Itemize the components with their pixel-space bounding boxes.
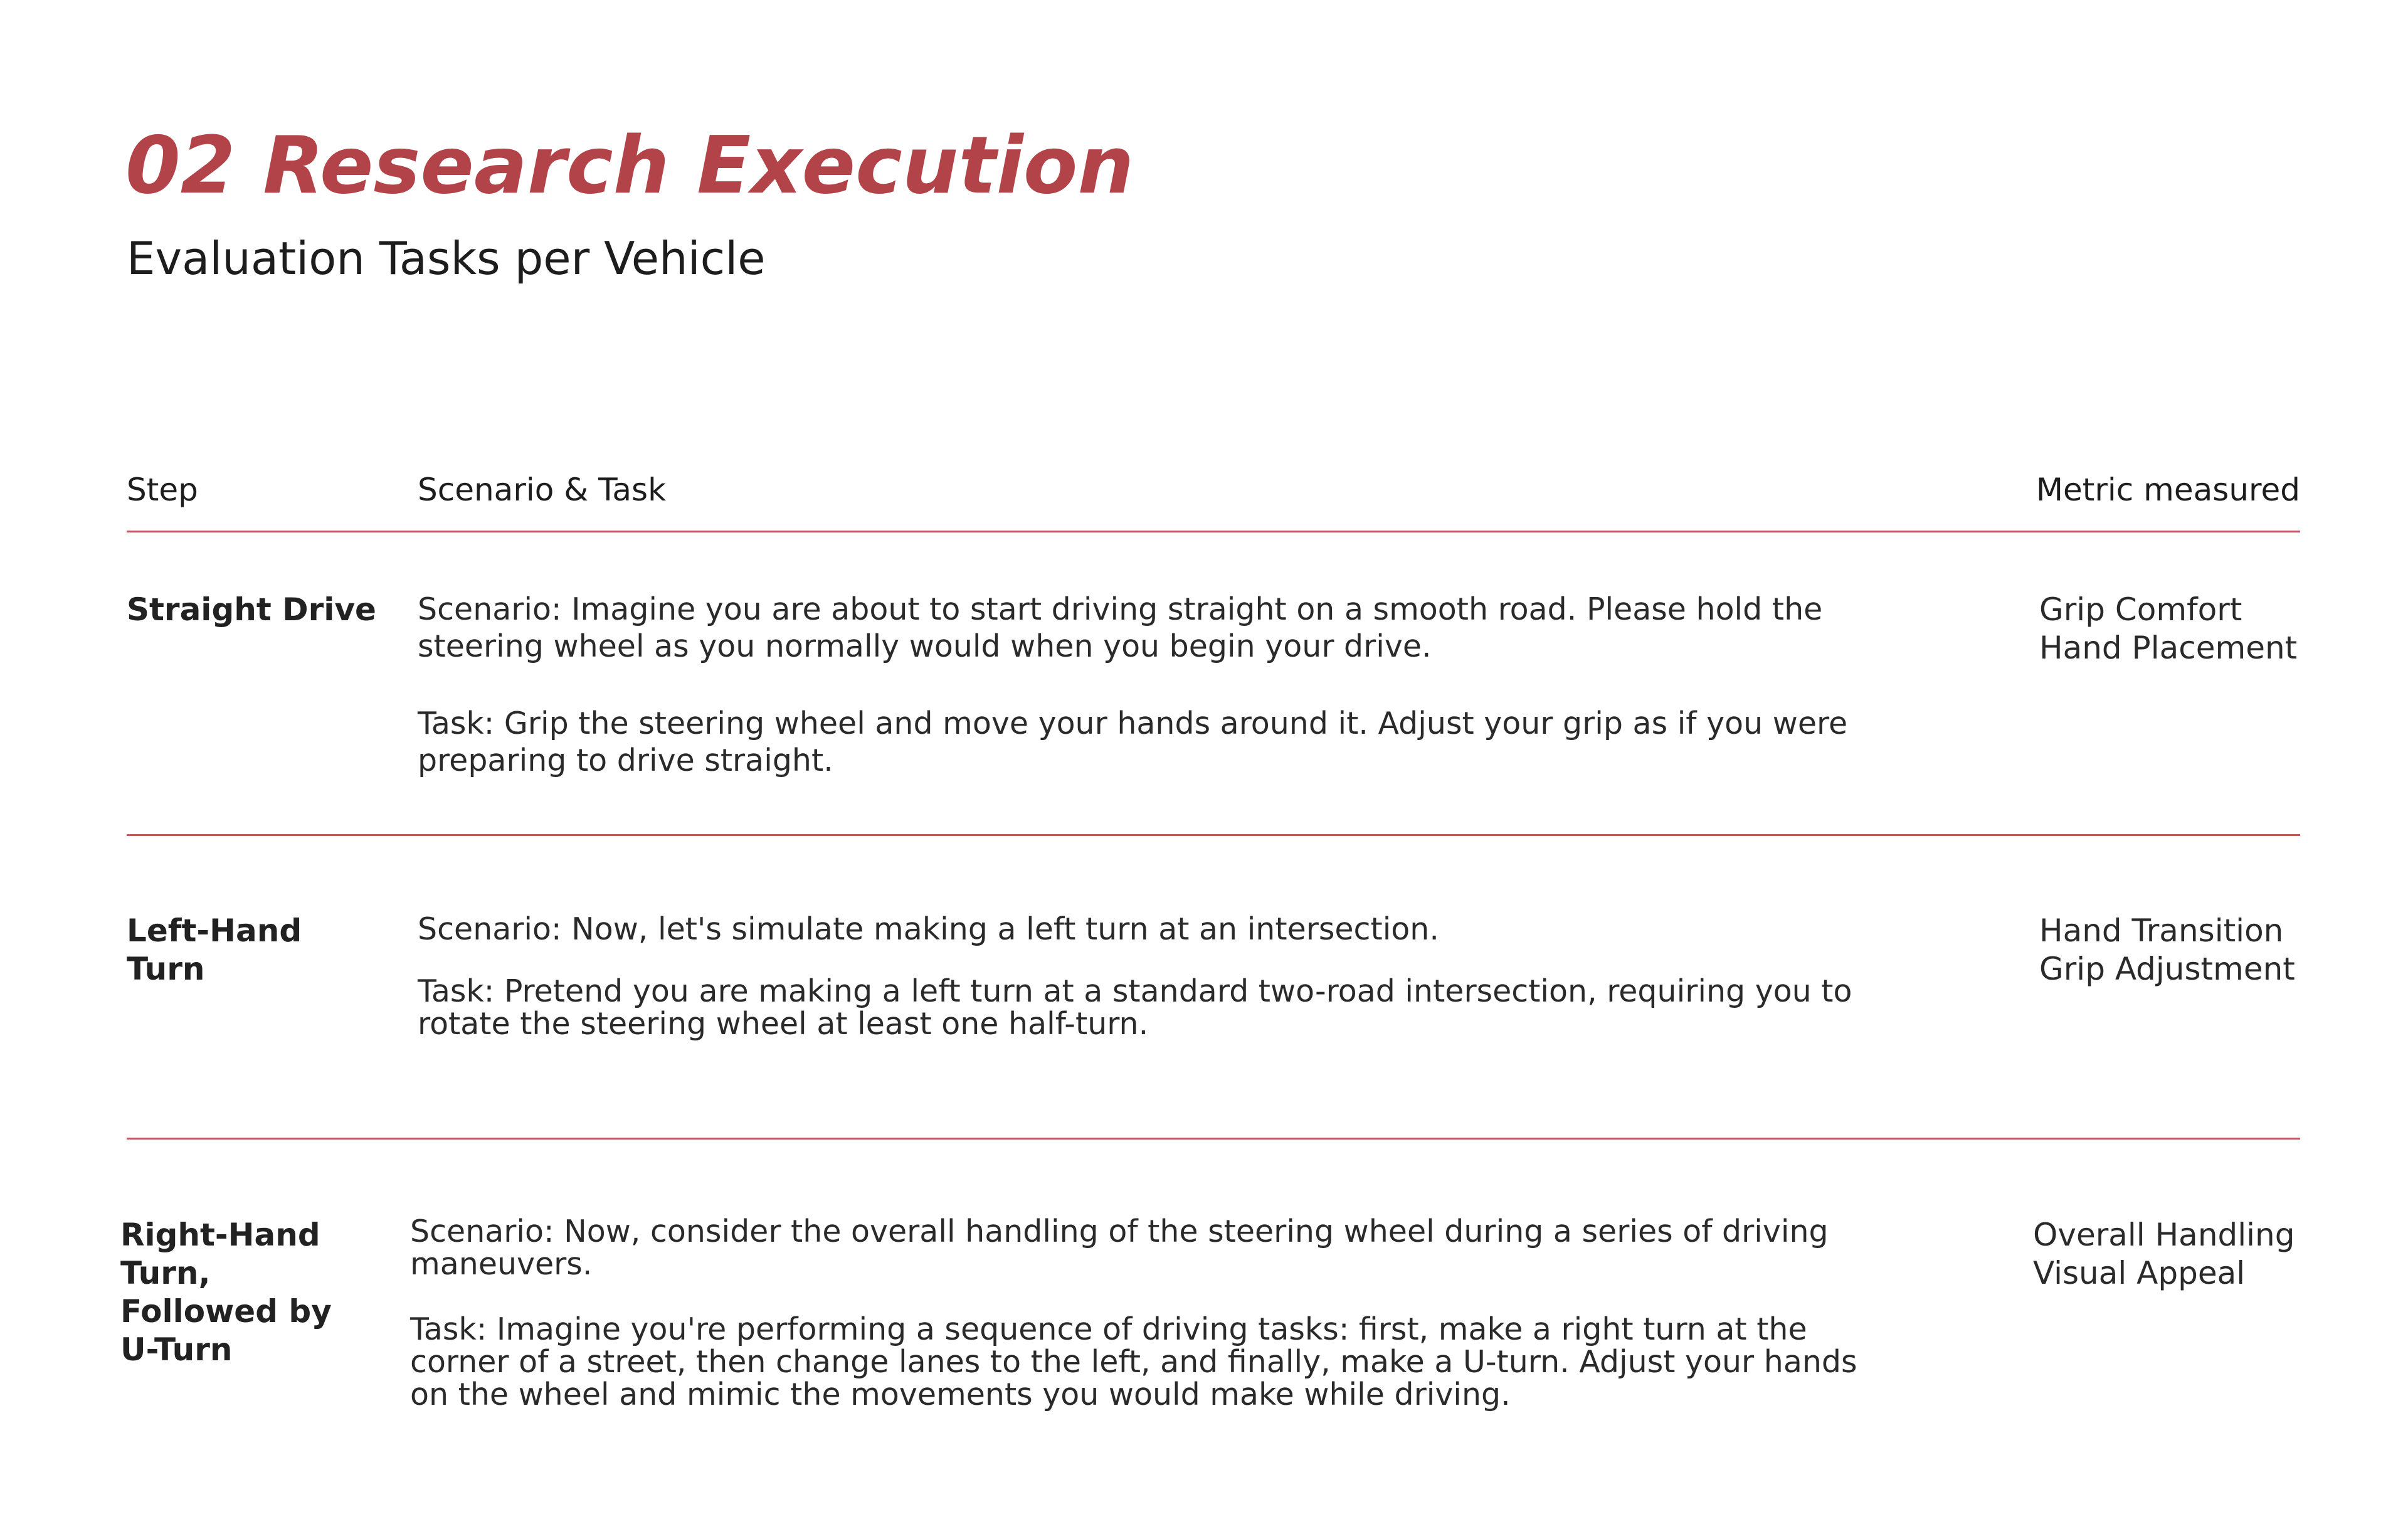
column-header-scenario: Scenario & Task bbox=[418, 472, 667, 508]
row-divider bbox=[127, 834, 2300, 836]
row-metric-2: Grip Adjustment bbox=[2039, 951, 2295, 987]
row-task-text: Task: Grip the steering wheel and move your hands around it. Adjust your grip as if you were preparing to drive straight. bbox=[418, 706, 1848, 778]
header-divider bbox=[127, 531, 2300, 532]
row-scenario-text: Scenario: Now, let's simulate making a left turn at an intersection. bbox=[418, 911, 1439, 947]
column-header-step: Step bbox=[127, 472, 198, 508]
row-step-label: Straight Drive bbox=[127, 591, 376, 628]
row-metric-1: Overall Handling bbox=[2033, 1217, 2295, 1253]
row-metric-1: Grip Comfort bbox=[2039, 591, 2242, 628]
row-step-label: Right-Hand Turn, Followed by U-Turn bbox=[120, 1217, 332, 1368]
page-title: 02 Research Execution bbox=[125, 119, 1134, 211]
row-divider bbox=[127, 1138, 2300, 1140]
row-task-text: Task: Imagine you're performing a sequence of driving tasks: first, make a right turn at the corner of a street, then change lanes to the left, and finally, make a U-turn. Adjust your hands on the wheel and mimic the movements you would make while driving. bbox=[410, 1311, 1857, 1412]
row-task-text: Task: Pretend you are making a left turn at a standard two-road intersection, requiring you to rotate the steering wheel at least one half-turn. bbox=[418, 973, 1852, 1042]
row-metric-1: Hand Transition bbox=[2039, 913, 2284, 949]
row-scenario-text: Scenario: Now, consider the overall handling of the steering wheel during a series of driving maneuvers. bbox=[410, 1214, 1829, 1282]
page-subtitle: Evaluation Tasks per Vehicle bbox=[127, 232, 766, 285]
column-header-metric: Metric measured bbox=[2036, 472, 2300, 508]
row-metric-2: Hand Placement bbox=[2039, 630, 2298, 666]
row-metric-2: Visual Appeal bbox=[2033, 1255, 2246, 1291]
row-step-label: Left-Hand Turn bbox=[127, 913, 302, 987]
row-scenario-text: Scenario: Imagine you are about to start driving straight on a smooth road. Please hold the steering wheel as you normally would when you begin your drive. bbox=[418, 591, 1823, 664]
